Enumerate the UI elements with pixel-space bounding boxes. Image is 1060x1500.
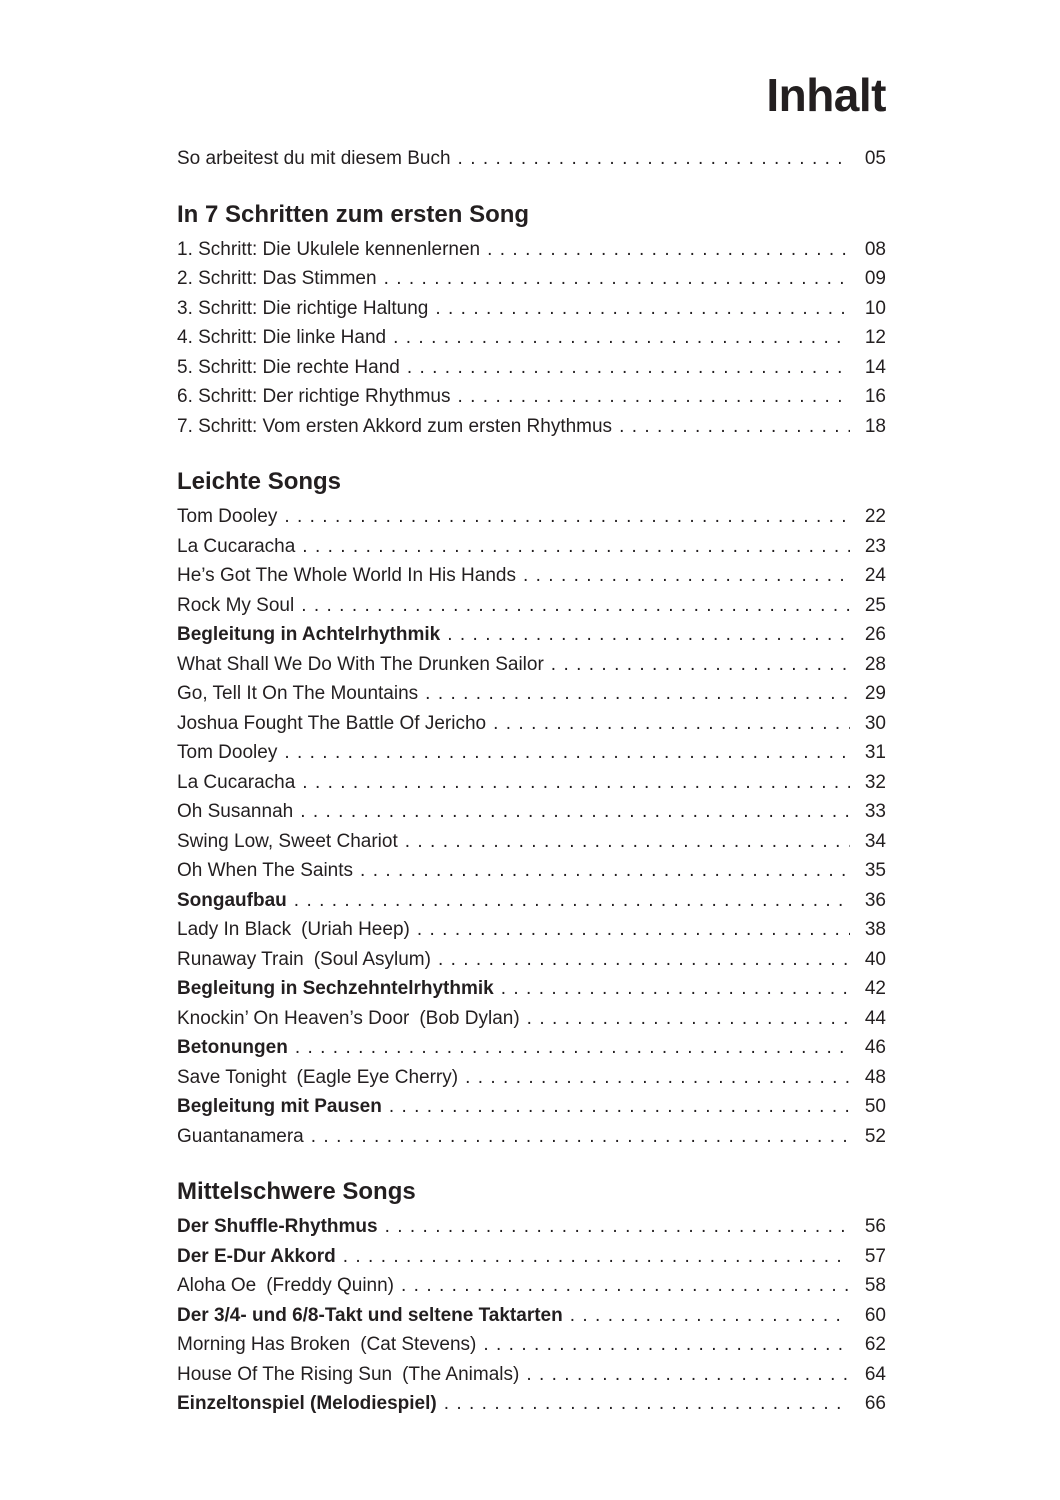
toc-entry <box>177 827 886 857</box>
entry-title: La Cucaracha <box>177 771 296 793</box>
dot-leader <box>465 1063 850 1093</box>
entry-title: Betonungen <box>177 1037 288 1059</box>
toc-entry <box>177 797 886 827</box>
entry-title: 6. Schritt: Der richtige Rhythmus <box>177 386 451 408</box>
dot-leader <box>301 591 850 621</box>
page-number: 31 <box>864 742 886 764</box>
toc-entry <box>177 1301 886 1331</box>
entry-title: 3. Schritt: Die richtige Haltung <box>177 297 429 319</box>
toc-entry <box>177 561 886 591</box>
entry-title: Begleitung in Sechzehntelrhythmik <box>177 978 494 1000</box>
entry-title: He’s Got The Whole World In His Hands <box>177 565 516 587</box>
page-number: 66 <box>864 1393 886 1415</box>
entry-title: Joshua Fought The Battle Of Jericho <box>177 712 487 734</box>
dot-leader <box>384 264 850 294</box>
entry-title: 2. Schritt: Das Stimmen <box>177 268 377 290</box>
toc-entry <box>177 886 886 916</box>
page-number: 08 <box>864 238 886 260</box>
dot-leader <box>526 1360 850 1390</box>
dot-leader <box>393 323 850 353</box>
toc-entry <box>177 1271 886 1301</box>
entry-title: Morning Has Broken <box>177 1334 351 1356</box>
toc-entry <box>177 856 886 886</box>
dot-leader <box>417 915 850 945</box>
page-number: 52 <box>864 1125 886 1147</box>
entry-title: Knockin’ On Heaven’s Door <box>177 1007 410 1029</box>
page-number: 23 <box>864 535 886 557</box>
page-number: 05 <box>864 148 886 170</box>
page-number: 38 <box>864 919 886 941</box>
entry-artist: (Bob Dylan) <box>419 1007 520 1029</box>
toc-section <box>177 1176 886 1419</box>
entry-title: Der 3/4- und 6/8-Takt und seltene Taktarten <box>177 1304 563 1326</box>
dot-leader <box>447 620 850 650</box>
page-number: 58 <box>864 1275 886 1297</box>
dot-leader <box>385 1212 850 1242</box>
entry-title: What Shall We Do With The Drunken Sailor <box>177 653 544 675</box>
page-number: 26 <box>864 624 886 646</box>
dot-leader <box>444 1389 850 1419</box>
entry-title: Begleitung in Achtelrhythmik <box>177 624 441 646</box>
entry-title: Tom Dooley <box>177 506 278 528</box>
entry-title: Der E-Dur Akkord <box>177 1245 336 1267</box>
page-number: 32 <box>864 771 886 793</box>
page-number: 18 <box>864 415 886 437</box>
toc-entry <box>177 709 886 739</box>
dot-leader <box>619 412 850 442</box>
entry-title: Guantanamera <box>177 1125 304 1147</box>
entry-title: Der Shuffle-Rhythmus <box>177 1216 378 1238</box>
entry-title: Swing Low, Sweet Chariot <box>177 830 398 852</box>
entry-artist: (Uriah Heep) <box>301 919 410 941</box>
section-heading: Leichte Songs <box>177 468 342 496</box>
entry-artist: (Freddy Quinn) <box>266 1275 395 1297</box>
entry-title: Oh Susannah <box>177 801 294 823</box>
toc-entry <box>177 591 886 621</box>
page-number: 29 <box>864 683 886 705</box>
page-number: 12 <box>864 327 886 349</box>
entry-title: Oh When The Saints <box>177 860 354 882</box>
page-number: 44 <box>864 1007 886 1029</box>
dot-leader <box>551 650 850 680</box>
toc-entry <box>177 974 886 1004</box>
page-number: 24 <box>864 565 886 587</box>
page-number: 28 <box>864 653 886 675</box>
toc-entry <box>177 1389 886 1419</box>
toc-entry <box>177 738 886 768</box>
section-heading: Mittelschwere Songs <box>177 1178 416 1206</box>
dot-leader <box>302 532 850 562</box>
dot-leader <box>360 856 850 886</box>
dot-leader <box>523 561 850 591</box>
entry-title: 1. Schritt: Die Ukulele kennenlernen <box>177 238 481 260</box>
page-number: 30 <box>864 712 886 734</box>
dot-leader <box>405 827 850 857</box>
dot-leader <box>527 1004 850 1034</box>
entry-title: Lady In Black <box>177 919 292 941</box>
entry-artist: (Eagle Eye Cherry) <box>296 1066 459 1088</box>
dot-leader <box>438 945 850 975</box>
toc-entry <box>177 353 886 383</box>
page-number: 46 <box>864 1037 886 1059</box>
entry-artist: (The Animals) <box>402 1363 520 1385</box>
toc-entry <box>177 768 886 798</box>
dot-leader <box>311 1122 850 1152</box>
toc-entry <box>177 294 886 324</box>
entry-title: House Of The Rising Sun <box>177 1363 393 1385</box>
entry-title: 4. Schritt: Die linke Hand <box>177 327 387 349</box>
entry-title: So arbeitest du mit diesem Buch <box>177 148 451 170</box>
toc-entry <box>177 945 886 975</box>
dot-leader <box>435 294 850 324</box>
dot-leader <box>295 1033 850 1063</box>
page-number: 48 <box>864 1066 886 1088</box>
toc-entry <box>177 1033 886 1063</box>
dot-leader <box>570 1301 850 1331</box>
entry-title: 5. Schritt: Die rechte Hand <box>177 356 400 378</box>
entry-title: Tom Dooley <box>177 742 278 764</box>
toc-entry <box>177 620 886 650</box>
toc-entry <box>177 382 886 412</box>
page-number: 50 <box>864 1096 886 1118</box>
entry-artist: (Soul Asylum) <box>313 948 431 970</box>
page-number: 35 <box>864 860 886 882</box>
toc-entry <box>177 1212 886 1242</box>
toc-section <box>177 466 886 1151</box>
entry-title: Begleitung mit Pausen <box>177 1096 382 1118</box>
dot-leader <box>493 709 850 739</box>
dot-leader <box>294 886 850 916</box>
dot-leader <box>487 235 850 265</box>
toc-entry <box>177 235 886 265</box>
entry-title: Save Tonight <box>177 1066 287 1088</box>
page-number: 16 <box>864 386 886 408</box>
page-number: 64 <box>864 1363 886 1385</box>
page-number: 42 <box>864 978 886 1000</box>
section-heading: In 7 Schritten zum ersten Song <box>177 200 530 228</box>
toc-entry <box>177 915 886 945</box>
entry-title: La Cucaracha <box>177 535 296 557</box>
page-number: 34 <box>864 830 886 852</box>
dot-leader <box>483 1330 850 1360</box>
entry-title: Rock My Soul <box>177 594 295 616</box>
toc-entry <box>177 1122 886 1152</box>
toc-entry <box>177 532 886 562</box>
entry-title: 7. Schritt: Vom ersten Akkord zum ersten Rhythmus <box>177 415 613 437</box>
toc-entry <box>177 1360 886 1390</box>
toc-section <box>177 144 886 174</box>
toc-entry <box>177 412 886 442</box>
toc-entry <box>177 264 886 294</box>
page-number: 36 <box>864 889 886 911</box>
entry-title: Einzeltonspiel (Melodiespiel) <box>177 1393 437 1415</box>
entry-title: Songaufbau <box>177 889 287 911</box>
page-number: 56 <box>864 1216 886 1238</box>
dot-leader <box>501 974 850 1004</box>
dot-leader <box>343 1242 850 1272</box>
dot-leader <box>284 502 850 532</box>
entry-artist: (Cat Stevens) <box>360 1334 477 1356</box>
entry-title: Go, Tell It On The Mountains <box>177 683 419 705</box>
entry-title: Runaway Train <box>177 948 304 970</box>
toc-entry <box>177 1330 886 1360</box>
dot-leader <box>401 1271 850 1301</box>
dot-leader <box>407 353 850 383</box>
dot-leader <box>302 768 850 798</box>
toc-entry <box>177 1004 886 1034</box>
dot-leader <box>458 144 850 174</box>
toc-entry <box>177 502 886 532</box>
page-number: 62 <box>864 1334 886 1356</box>
page-number: 10 <box>864 297 886 319</box>
dot-leader <box>284 738 850 768</box>
entry-title: Aloha Oe <box>177 1275 257 1297</box>
dot-leader <box>425 679 850 709</box>
page-number: 57 <box>864 1245 886 1267</box>
page-number: 33 <box>864 801 886 823</box>
page-number: 60 <box>864 1304 886 1326</box>
page-number: 40 <box>864 948 886 970</box>
toc-entry <box>177 650 886 680</box>
page-number: 14 <box>864 356 886 378</box>
dot-leader <box>300 797 850 827</box>
page-title: Inhalt <box>766 69 886 121</box>
page-number: 09 <box>864 268 886 290</box>
toc-entry <box>177 679 886 709</box>
toc-list <box>177 144 886 1419</box>
page-number: 25 <box>864 594 886 616</box>
toc-entry <box>177 1242 886 1272</box>
toc-entry <box>177 1092 886 1122</box>
toc-entry <box>177 1063 886 1093</box>
page-number: 22 <box>864 506 886 528</box>
toc-entry <box>177 323 886 353</box>
dot-leader <box>389 1092 850 1122</box>
dot-leader <box>457 382 850 412</box>
toc-section <box>177 199 886 442</box>
toc-entry <box>177 144 886 174</box>
